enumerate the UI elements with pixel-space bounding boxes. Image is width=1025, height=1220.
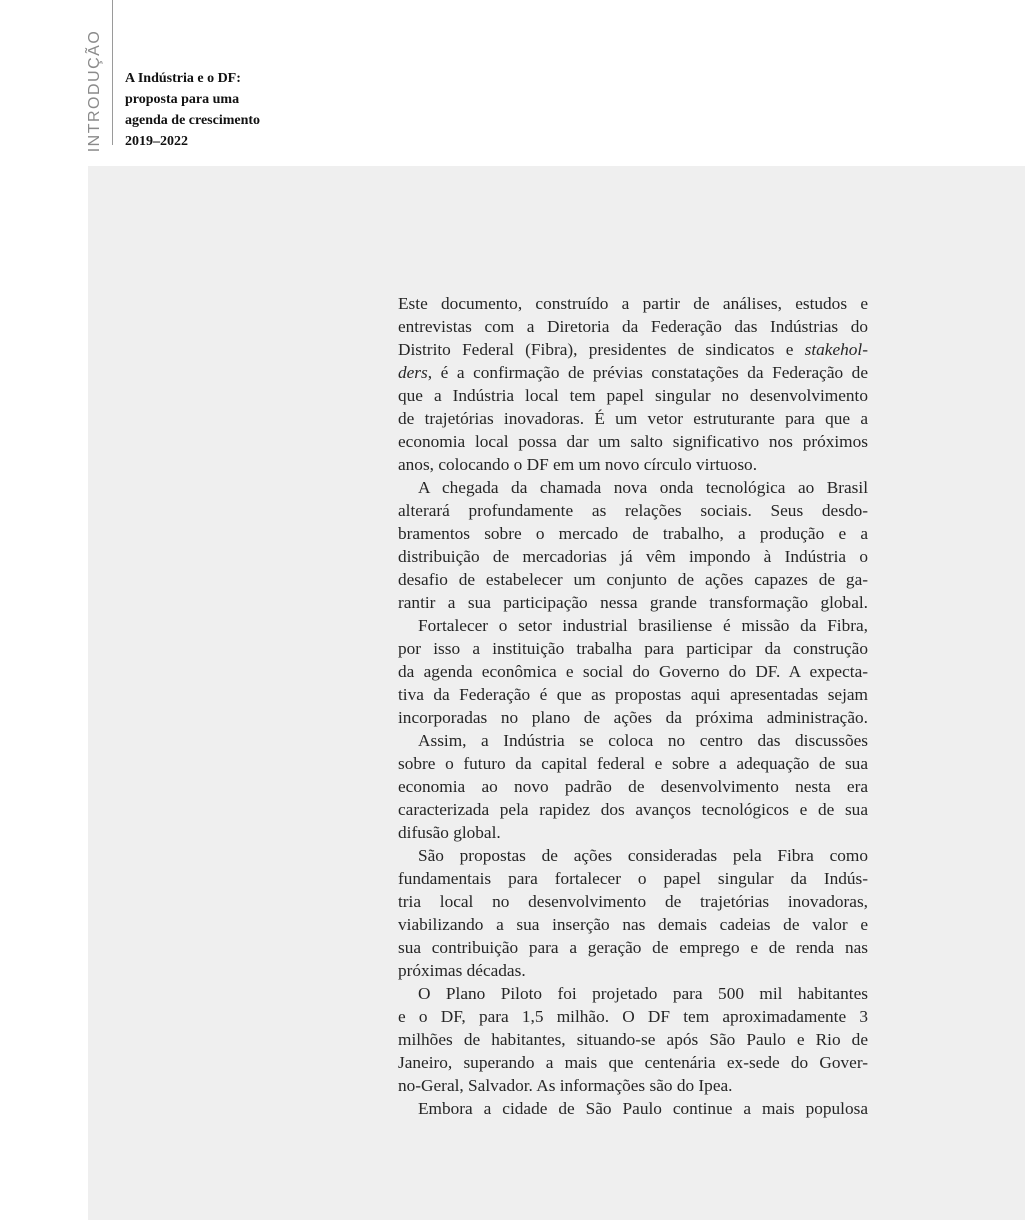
- text-line: A chegada da chamada nova onda tecnológica ao Brasil: [418, 478, 868, 497]
- text-line: tiva da Federação é que as propostas aqui apresentadas sejam: [398, 685, 868, 704]
- text-line: alterará profundamente as relações sociais. Seus desdo-: [398, 501, 868, 520]
- text-line: no-Geral, Salvador. As informações são do Ipea.: [398, 1076, 733, 1095]
- text-line: distribuição de mercadorias já vêm impondo à Indústria o: [398, 547, 868, 566]
- text-line: bramentos sobre o mercado de trabalho, a produção e a: [398, 524, 868, 543]
- document-title: [125, 68, 345, 152]
- text-line: de trajetórias inovadoras. É um vetor estruturante para que a: [398, 409, 868, 428]
- body-text: [398, 292, 868, 1120]
- title-line: agenda de crescimento: [125, 113, 261, 128]
- text-line: milhões de habitantes, situando-se após São Paulo e Rio de: [398, 1030, 868, 1049]
- text-line: O Plano Piloto foi projetado para 500 mil habitantes: [418, 984, 868, 1003]
- text-line: sua contribuição para a geração de emprego e de renda nas: [398, 938, 868, 957]
- text-line: Assim, a Indústria se coloca no centro das discussões: [418, 731, 868, 750]
- text-segment: Distrito Federal (Fibra), presidentes de sindicatos e: [398, 340, 805, 359]
- text-line: fundamentais para fortalecer o papel singular da Indús-: [398, 869, 868, 888]
- text-line: Fortalecer o setor industrial brasiliense é missão da Fibra,: [418, 616, 868, 635]
- title-line: A Indústria e o DF:: [125, 71, 241, 86]
- text-line: entrevistas com a Diretoria da Federação das Indústrias do: [398, 317, 868, 336]
- text-line: Este documento, construído a partir de análises, estudos e: [398, 294, 868, 313]
- italic-term: ders: [398, 363, 428, 382]
- text-line: sobre o futuro da capital federal e sobre a adequação de sua: [398, 754, 868, 773]
- text-line: Janeiro, superando a mais que centenária ex-sede do Gover-: [398, 1053, 868, 1072]
- title-line: proposta para uma: [125, 92, 240, 107]
- text-line: rantir a sua participação nessa grande transformação global.: [398, 593, 868, 612]
- text-line: e o DF, para 1,5 milhão. O DF tem aproximadamente 3: [398, 1007, 868, 1026]
- text-line: viabilizando a sua inserção nas demais cadeias de valor e: [398, 915, 868, 934]
- text-line: [398, 361, 868, 384]
- text-segment: , é a confirmação de prévias constatações da Federação de: [427, 363, 868, 382]
- text-line: anos, colocando o DF em um novo círculo virtuoso.: [398, 455, 758, 474]
- section-label: [80, 29, 110, 153]
- text-line: desafio de estabelecer um conjunto de ações capazes de ga-: [398, 570, 868, 589]
- text-line: economia ao novo padrão de desenvolvimento nesta era: [398, 777, 868, 796]
- text-line: por isso a instituição trabalha para participar da construção: [398, 639, 868, 658]
- text-line: economia local possa dar um salto significativo nos próximos: [398, 432, 868, 451]
- text-line: caracterizada pela rapidez dos avanços tecnológicos e de sua: [398, 800, 868, 819]
- text-line: próximas décadas.: [398, 961, 526, 980]
- header-divider: [112, 0, 113, 145]
- text-line: da agenda econômica e social do Governo do DF. A expecta-: [398, 662, 868, 681]
- text-line: [398, 338, 868, 361]
- text-line: Embora a cidade de São Paulo continue a mais populosa: [418, 1099, 868, 1118]
- italic-term: stakehol-: [804, 340, 868, 359]
- text-line: São propostas de ações consideradas pela Fibra como: [418, 846, 868, 865]
- section-label-text: INTRODUÇÃO: [86, 29, 103, 153]
- title-line: 2019–2022: [125, 134, 188, 149]
- text-line: incorporadas no plano de ações da próxima administração.: [398, 708, 868, 727]
- text-line: difusão global.: [398, 823, 501, 842]
- text-line: que a Indústria local tem papel singular no desenvolvimento: [398, 386, 868, 405]
- text-line: tria local no desenvolvimento de trajetórias inovadoras,: [398, 892, 868, 911]
